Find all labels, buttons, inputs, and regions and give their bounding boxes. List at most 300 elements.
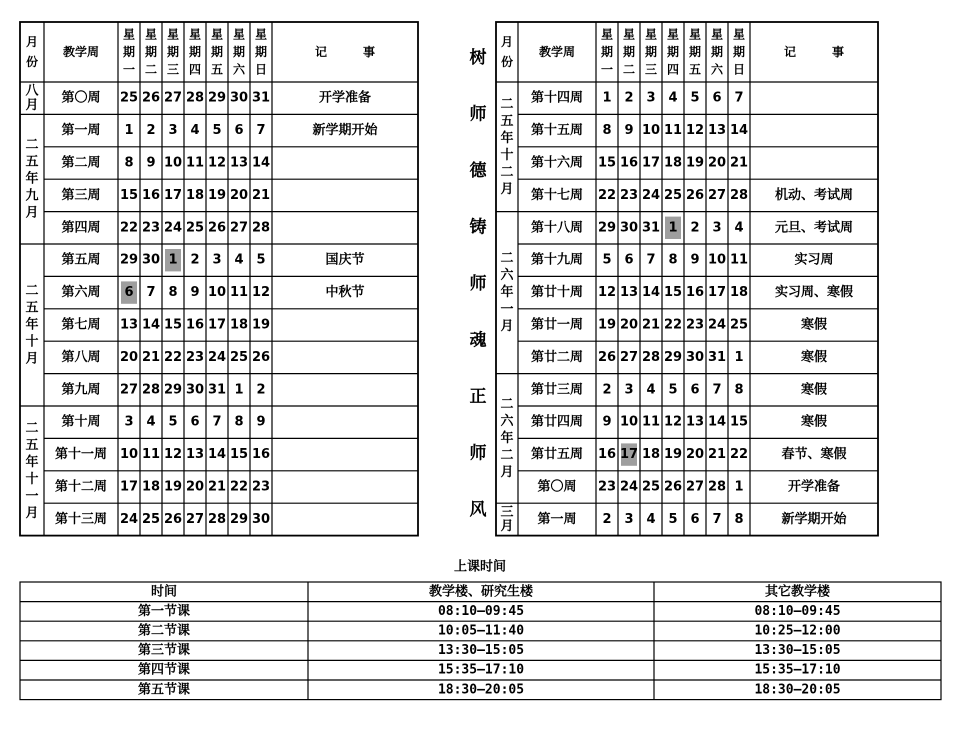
week-row bbox=[531, 349, 827, 365]
weekday-header-char: 星 bbox=[688, 27, 702, 42]
day-number: 24 bbox=[641, 187, 661, 203]
motto-char: 风 bbox=[469, 500, 487, 520]
period-label: 第一节课 bbox=[137, 603, 191, 619]
week-label: 第十八周 bbox=[530, 220, 584, 236]
week-row bbox=[531, 284, 853, 300]
week-row bbox=[61, 349, 270, 365]
weekday-header-char: 期 bbox=[600, 45, 614, 59]
week-label: 第十九周 bbox=[530, 252, 584, 268]
week-note: 中秋节 bbox=[325, 285, 365, 301]
day-number: 22 bbox=[663, 317, 683, 333]
week-label: 第〇周 bbox=[61, 90, 101, 106]
month-label-char: 五 bbox=[500, 113, 514, 129]
day-number: 17 bbox=[207, 317, 227, 333]
weekday-header-char: 星 bbox=[232, 27, 246, 42]
week-label: 第九周 bbox=[61, 382, 101, 398]
left-calendar-block bbox=[20, 22, 418, 536]
day-number: 11 bbox=[229, 285, 249, 301]
day-number: 21 bbox=[251, 187, 271, 203]
week-label: 第二周 bbox=[61, 155, 101, 171]
day-number: 31 bbox=[707, 349, 727, 365]
week-label: 第十三周 bbox=[54, 511, 108, 527]
day-number: 25 bbox=[663, 187, 683, 203]
month-label-char: 月 bbox=[500, 319, 514, 335]
day-number: 26 bbox=[207, 220, 227, 236]
week-label: 第廿五周 bbox=[530, 447, 584, 463]
day-number: 4 bbox=[668, 90, 678, 106]
week-label: 第十六周 bbox=[530, 155, 584, 171]
day-number: 20 bbox=[229, 187, 249, 203]
day-number: 28 bbox=[641, 349, 661, 365]
day-number: 3 bbox=[212, 252, 222, 268]
day-number: 29 bbox=[663, 349, 683, 365]
day-number: 7 bbox=[646, 252, 656, 268]
weekday-header-char: 星 bbox=[666, 27, 680, 42]
day-number: 18 bbox=[141, 479, 161, 495]
day-number: 20 bbox=[685, 447, 705, 463]
day-number: 21 bbox=[141, 349, 161, 365]
main-building-time: 18:30—20:05 bbox=[437, 682, 525, 698]
period-label: 第二节课 bbox=[137, 623, 191, 639]
day-number: 24 bbox=[619, 479, 639, 495]
month-label-char: 月 bbox=[500, 519, 514, 534]
week-row bbox=[537, 479, 840, 495]
schedule-header: 教学楼、研究生楼 bbox=[428, 584, 534, 600]
day-number: 6 bbox=[124, 285, 134, 301]
day-number: 19 bbox=[597, 317, 617, 333]
motto-char: 德 bbox=[469, 161, 487, 181]
period-label: 第三节课 bbox=[137, 643, 191, 659]
main-building-time: 15:35—17:10 bbox=[437, 662, 525, 678]
day-number: 21 bbox=[729, 155, 749, 171]
day-number: 16 bbox=[251, 447, 271, 463]
schedule-row bbox=[138, 642, 841, 658]
month-label-char: 八 bbox=[25, 83, 39, 99]
schedule-title: 上课时间 bbox=[453, 559, 507, 575]
day-number: 30 bbox=[185, 382, 205, 398]
weekday-header-char: 期 bbox=[210, 45, 224, 59]
weekday-header-char: 六 bbox=[710, 62, 724, 77]
day-number: 7 bbox=[734, 90, 744, 106]
day-number: 21 bbox=[707, 447, 727, 463]
day-number: 8 bbox=[234, 414, 244, 430]
day-number: 6 bbox=[712, 90, 722, 106]
day-number: 23 bbox=[185, 349, 205, 365]
month-label-char: 年 bbox=[25, 171, 39, 187]
day-number: 4 bbox=[646, 382, 656, 398]
weekday-header-char: 星 bbox=[710, 27, 724, 42]
day-number: 15 bbox=[163, 317, 183, 333]
day-number: 1 bbox=[124, 123, 134, 139]
day-number: 27 bbox=[619, 349, 639, 365]
day-number: 25 bbox=[729, 317, 749, 333]
day-number: 30 bbox=[229, 90, 249, 106]
day-number: 6 bbox=[190, 414, 200, 430]
day-number: 6 bbox=[690, 511, 700, 527]
week-label: 第五周 bbox=[61, 252, 101, 268]
week-row bbox=[61, 252, 364, 268]
other-building-time: 10:25—12:00 bbox=[754, 623, 841, 639]
day-number: 13 bbox=[685, 414, 705, 430]
notes-header: 记 事 bbox=[314, 45, 376, 59]
day-number: 14 bbox=[207, 447, 227, 463]
day-number: 23 bbox=[251, 479, 271, 495]
month-label-char: 年 bbox=[500, 430, 514, 446]
day-number: 12 bbox=[663, 414, 683, 430]
week-note: 实习周 bbox=[794, 252, 834, 268]
day-number: 4 bbox=[646, 511, 656, 527]
month-label-char: 月 bbox=[500, 181, 514, 197]
weekday-header-char: 四 bbox=[188, 62, 202, 77]
day-number: 26 bbox=[163, 511, 183, 527]
week-label: 第三周 bbox=[61, 187, 101, 203]
period-label: 第五节课 bbox=[137, 682, 191, 698]
schedule-header: 其它教学楼 bbox=[764, 584, 831, 600]
month-label-char: 五 bbox=[25, 437, 39, 453]
day-number: 2 bbox=[624, 90, 634, 106]
day-number: 6 bbox=[234, 123, 244, 139]
other-building-time: 08:10—09:45 bbox=[754, 603, 841, 619]
week-row bbox=[61, 284, 364, 300]
week-note: 新学期开始 bbox=[781, 511, 847, 527]
day-number: 1 bbox=[234, 382, 244, 398]
day-number: 26 bbox=[141, 90, 161, 106]
day-number: 16 bbox=[597, 447, 617, 463]
week-row bbox=[531, 187, 853, 203]
motto-char: 师 bbox=[469, 274, 487, 294]
day-number: 31 bbox=[207, 382, 227, 398]
week-label: 第十四周 bbox=[530, 90, 584, 106]
day-number: 1 bbox=[602, 90, 612, 106]
weekday-header-char: 三 bbox=[644, 62, 658, 77]
day-number: 8 bbox=[668, 252, 678, 268]
main-building-time: 08:10—09:45 bbox=[437, 603, 525, 619]
day-number: 9 bbox=[602, 414, 612, 430]
motto-column bbox=[470, 47, 488, 520]
week-label: 第十一周 bbox=[54, 447, 108, 463]
day-number: 27 bbox=[707, 187, 727, 203]
week-note: 国庆节 bbox=[325, 252, 365, 268]
day-number: 3 bbox=[168, 123, 178, 139]
week-label: 第八周 bbox=[61, 349, 101, 365]
day-number: 9 bbox=[256, 414, 266, 430]
weekday-header-char: 星 bbox=[144, 27, 158, 42]
weekday-header-char: 星 bbox=[644, 27, 658, 42]
day-number: 25 bbox=[229, 349, 249, 365]
week-row bbox=[531, 446, 847, 462]
day-number: 19 bbox=[163, 479, 183, 495]
day-number: 7 bbox=[712, 511, 722, 527]
month-header-char: 月 bbox=[25, 35, 39, 49]
weekday-header-char: 日 bbox=[254, 62, 268, 77]
month-label-char: 月 bbox=[25, 97, 39, 113]
day-number: 18 bbox=[641, 447, 661, 463]
day-number: 27 bbox=[119, 382, 139, 398]
day-number: 24 bbox=[119, 511, 139, 527]
week-row bbox=[531, 381, 827, 397]
week-note: 机动、考试周 bbox=[774, 187, 854, 203]
month-label-char: 一 bbox=[25, 488, 39, 504]
day-number: 13 bbox=[707, 123, 727, 139]
day-number: 30 bbox=[619, 220, 639, 236]
schedule-row bbox=[138, 623, 841, 639]
week-note: 元旦、考试周 bbox=[774, 220, 854, 236]
day-number: 15 bbox=[229, 447, 249, 463]
day-number: 19 bbox=[685, 155, 705, 171]
weekday-header-char: 期 bbox=[144, 45, 158, 59]
day-number: 6 bbox=[624, 252, 634, 268]
other-building-time: 18:30—20:05 bbox=[754, 682, 841, 698]
day-number: 3 bbox=[646, 90, 656, 106]
day-number: 9 bbox=[190, 285, 200, 301]
day-number: 1 bbox=[734, 479, 744, 495]
day-number: 26 bbox=[597, 349, 617, 365]
week-row bbox=[531, 252, 834, 268]
month-label-char: 二 bbox=[500, 447, 514, 463]
week-label: 第廿一周 bbox=[530, 317, 584, 333]
main-building-time: 13:30—15:05 bbox=[437, 643, 525, 659]
week-label: 第廿十周 bbox=[530, 285, 584, 301]
weekday-header-char: 一 bbox=[122, 62, 136, 77]
month-label-char: 九 bbox=[25, 188, 39, 204]
day-number: 20 bbox=[707, 155, 727, 171]
month-label-char: 年 bbox=[500, 285, 514, 301]
week-label: 第十五周 bbox=[530, 123, 584, 139]
week-row bbox=[531, 317, 827, 333]
weekday-header-char: 星 bbox=[122, 27, 136, 42]
day-number: 9 bbox=[624, 123, 634, 139]
week-label: 第廿二周 bbox=[530, 349, 584, 365]
day-number: 8 bbox=[124, 155, 134, 171]
right-header-row bbox=[501, 28, 844, 77]
day-number: 6 bbox=[690, 382, 700, 398]
day-number: 14 bbox=[141, 317, 161, 333]
weekday-header-char: 星 bbox=[732, 27, 746, 42]
day-number: 31 bbox=[641, 220, 661, 236]
motto-char: 铸 bbox=[469, 217, 487, 238]
day-number: 27 bbox=[229, 220, 249, 236]
weekday-header-char: 星 bbox=[188, 27, 202, 42]
day-number: 18 bbox=[729, 285, 749, 301]
day-number: 13 bbox=[229, 155, 249, 171]
weekday-header-char: 期 bbox=[254, 45, 268, 59]
week-label: 第一周 bbox=[537, 511, 577, 527]
week-row bbox=[61, 219, 270, 235]
day-number: 14 bbox=[707, 414, 727, 430]
weekday-header-char: 五 bbox=[688, 62, 702, 77]
weekday-header-char: 一 bbox=[600, 62, 614, 77]
day-number: 20 bbox=[185, 479, 205, 495]
day-number: 7 bbox=[146, 285, 156, 301]
day-number: 10 bbox=[119, 447, 139, 463]
day-number: 28 bbox=[251, 220, 271, 236]
weekday-header-char: 星 bbox=[254, 27, 268, 42]
month-label-char: 二 bbox=[500, 164, 514, 180]
month-label-char: 二 bbox=[25, 137, 39, 153]
week-row bbox=[61, 90, 371, 106]
month-label-char: 五 bbox=[25, 300, 39, 316]
day-number: 23 bbox=[619, 187, 639, 203]
month-label-char: 月 bbox=[25, 351, 39, 367]
day-number: 29 bbox=[229, 511, 249, 527]
day-number: 22 bbox=[729, 447, 749, 463]
day-number: 12 bbox=[597, 285, 617, 301]
week-row bbox=[531, 414, 827, 430]
weekday-header-char: 期 bbox=[232, 45, 246, 59]
month-label-char: 五 bbox=[25, 154, 39, 170]
week-row bbox=[531, 90, 744, 106]
day-number: 15 bbox=[597, 155, 617, 171]
week-row bbox=[537, 511, 847, 527]
day-number: 21 bbox=[207, 479, 227, 495]
day-number: 28 bbox=[185, 90, 205, 106]
week-row bbox=[61, 155, 270, 171]
day-number: 20 bbox=[119, 349, 139, 365]
month-label-char: 年 bbox=[25, 317, 39, 333]
day-number: 4 bbox=[146, 414, 156, 430]
day-number: 5 bbox=[256, 252, 266, 268]
day-number: 25 bbox=[141, 511, 161, 527]
day-number: 14 bbox=[641, 285, 661, 301]
week-note: 寒假 bbox=[800, 349, 828, 365]
day-number: 12 bbox=[251, 285, 271, 301]
day-number: 4 bbox=[234, 252, 244, 268]
week-label: 第一周 bbox=[61, 123, 101, 139]
day-number: 11 bbox=[141, 447, 161, 463]
day-number: 1 bbox=[168, 252, 178, 268]
right-calendar-block bbox=[496, 22, 878, 536]
day-number: 1 bbox=[668, 220, 678, 236]
day-number: 10 bbox=[163, 155, 183, 171]
day-number: 24 bbox=[163, 220, 183, 236]
schedule-row bbox=[138, 681, 841, 697]
day-number: 28 bbox=[707, 479, 727, 495]
weekday-header-char: 星 bbox=[622, 27, 636, 42]
month-label-char: 年 bbox=[500, 130, 514, 146]
weekday-header-char: 二 bbox=[622, 62, 636, 77]
week-note: 寒假 bbox=[800, 382, 828, 398]
day-number: 9 bbox=[146, 155, 156, 171]
day-number: 19 bbox=[207, 187, 227, 203]
day-number: 30 bbox=[141, 252, 161, 268]
month-label-char: 十 bbox=[500, 147, 514, 163]
day-number: 5 bbox=[690, 90, 700, 106]
weekday-header-char: 期 bbox=[710, 45, 724, 59]
day-number: 2 bbox=[602, 382, 612, 398]
month-header-char: 份 bbox=[25, 55, 39, 69]
day-number: 15 bbox=[119, 187, 139, 203]
weekday-header-char: 期 bbox=[122, 45, 136, 59]
day-number: 27 bbox=[185, 511, 205, 527]
weekday-header-char: 日 bbox=[732, 62, 746, 77]
month-label-char: 月 bbox=[25, 505, 39, 521]
week-note: 寒假 bbox=[800, 414, 828, 430]
week-header: 教学周 bbox=[62, 45, 100, 59]
month-label-char: 十 bbox=[25, 334, 39, 350]
week-note: 新学期开始 bbox=[312, 123, 378, 139]
day-number: 2 bbox=[146, 123, 156, 139]
week-label: 第十周 bbox=[61, 414, 101, 430]
day-number: 19 bbox=[663, 447, 683, 463]
day-number: 2 bbox=[690, 220, 700, 236]
day-number: 23 bbox=[685, 317, 705, 333]
day-number: 22 bbox=[597, 187, 617, 203]
month-header-char: 月 bbox=[500, 35, 514, 49]
day-number: 28 bbox=[207, 511, 227, 527]
day-number: 10 bbox=[207, 285, 227, 301]
motto-char: 树 bbox=[469, 48, 487, 68]
day-number: 26 bbox=[251, 349, 271, 365]
day-number: 13 bbox=[119, 317, 139, 333]
day-number: 9 bbox=[690, 252, 700, 268]
day-number: 15 bbox=[729, 414, 749, 430]
weekday-header-char: 期 bbox=[188, 45, 202, 59]
day-number: 30 bbox=[251, 511, 271, 527]
week-row bbox=[61, 317, 270, 333]
class-schedule bbox=[20, 559, 941, 700]
month-label-char: 月 bbox=[25, 205, 39, 221]
day-number: 18 bbox=[185, 187, 205, 203]
day-number: 3 bbox=[624, 382, 634, 398]
period-label: 第四节课 bbox=[137, 662, 191, 678]
month-label-char: 一 bbox=[500, 302, 514, 318]
day-number: 27 bbox=[163, 90, 183, 106]
month-label-char: 六 bbox=[500, 413, 514, 429]
month-label-char: 月 bbox=[500, 464, 514, 480]
weekday-header-char: 五 bbox=[210, 62, 224, 77]
day-number: 2 bbox=[256, 382, 266, 398]
month-label-char: 二 bbox=[500, 251, 514, 267]
weekday-header-char: 六 bbox=[232, 62, 246, 77]
weekday-header-char: 期 bbox=[622, 45, 636, 59]
weekday-header-char: 期 bbox=[666, 45, 680, 59]
day-number: 3 bbox=[124, 414, 134, 430]
day-number: 7 bbox=[212, 414, 222, 430]
day-number: 15 bbox=[663, 285, 683, 301]
weekday-header-char: 星 bbox=[166, 27, 180, 42]
day-number: 31 bbox=[251, 90, 271, 106]
day-number: 28 bbox=[141, 382, 161, 398]
schedule-header: 时间 bbox=[150, 584, 178, 600]
day-number: 5 bbox=[168, 414, 178, 430]
day-number: 4 bbox=[190, 123, 200, 139]
day-number: 12 bbox=[163, 447, 183, 463]
other-building-time: 13:30—15:05 bbox=[754, 643, 841, 659]
day-number: 29 bbox=[597, 220, 617, 236]
day-number: 29 bbox=[207, 90, 227, 106]
day-number: 10 bbox=[619, 414, 639, 430]
day-number: 5 bbox=[668, 382, 678, 398]
day-number: 2 bbox=[190, 252, 200, 268]
day-number: 5 bbox=[668, 511, 678, 527]
week-row bbox=[531, 219, 853, 235]
month-label-char: 三 bbox=[500, 504, 514, 520]
day-number: 27 bbox=[685, 479, 705, 495]
motto-char: 魂 bbox=[469, 330, 487, 351]
day-number: 28 bbox=[729, 187, 749, 203]
motto-char: 师 bbox=[469, 104, 487, 125]
weekday-header-char: 期 bbox=[644, 45, 658, 59]
day-number: 5 bbox=[212, 123, 222, 139]
day-number: 13 bbox=[185, 447, 205, 463]
week-note: 寒假 bbox=[800, 317, 828, 333]
week-row bbox=[61, 414, 265, 430]
day-number: 4 bbox=[734, 220, 744, 236]
day-number: 8 bbox=[734, 382, 744, 398]
day-number: 1 bbox=[734, 349, 744, 365]
month-label-char: 十 bbox=[25, 471, 39, 487]
week-note: 开学准备 bbox=[318, 90, 372, 106]
